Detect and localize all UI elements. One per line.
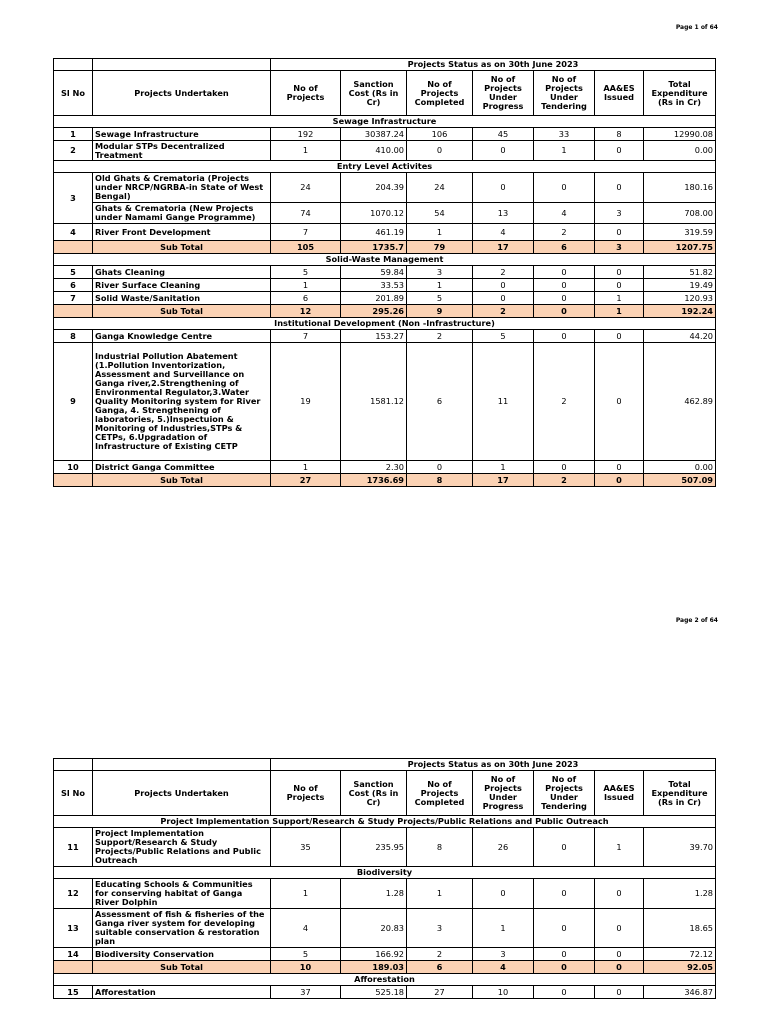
header-no-of-projects: No of Projects (271, 771, 341, 816)
header-completed: No of Projects Completed (407, 771, 473, 816)
header-project: Projects Undertaken (93, 71, 271, 116)
header-sanction-cost: Sanction Cost (Rs in Cr) (341, 71, 407, 116)
section-header: Biodiversity (54, 867, 716, 879)
table-title: Projects Status as on 30th June 2023 (271, 759, 716, 771)
header-row (54, 771, 716, 816)
table-row: 6 River Surface Cleaning 1 33.53 1 0 0 0 19.49 (54, 279, 716, 292)
header-under-progress: No of Projects Under Progress (473, 71, 534, 116)
page-number: Page 2 of 64 (675, 617, 718, 624)
header-completed: No of Projects Completed (407, 71, 473, 116)
table-row: 3 Old Ghats & Crematoria (Projects under NRCP/NGRBA-in State of West Bengal) 24 204.39 24 0 0 0 180.16 (54, 173, 716, 203)
table-row: 4 River Front Development 7 461.19 1 4 2 0 319.59 (54, 224, 716, 241)
header-row (54, 71, 716, 116)
table-row: 2 Modular STPs Decentralized Treatment 1 410.00 0 0 1 0 0.00 (54, 141, 716, 161)
subtotal-row: Sub Total 10 189.03 6 4 0 0 92.05 (54, 961, 716, 974)
header-total-expenditure: Total Expenditure (Rs in Cr) (644, 771, 716, 816)
section-header: Project Implementation Support/Research & Study Projects/Public Relations and Public Outreach (54, 816, 716, 828)
section-header: Afforestation (54, 974, 716, 986)
section-header: Entry Level Activites (54, 161, 716, 173)
subtotal-row: Sub Total 27 1736.69 8 17 2 0 507.09 (54, 474, 716, 487)
header-under-tendering: No of Projects Under Tendering (534, 771, 595, 816)
section-header: Institutional Development (Non -Infrastructure) (54, 318, 716, 330)
section-header: Solid-Waste Management (54, 254, 716, 266)
table-title-row (54, 59, 716, 71)
table-row: 9 Industrial Pollution Abatement (1.Pollution Inventorization, Assessment and Surveillance on Ganga river,2.Strengthening of Environmental Regulator,3.Water Quality Monitoring system for River Ganga, 4. Strengthening of laboratories, 5.)Inspectuion & Monitoring of Industries,STPs & CETPs, 6.Upgradation of Infrastructure of Existing CETP 19 1581.12 6 11 2 0 462.89 (54, 343, 716, 461)
table-row: 13 Assessment of fish & fisheries of the Ganga river system for developing suitable conservation & restoration plan 4 20.83 3 1 0 0 18.65 (54, 909, 716, 948)
header-under-tendering: No of Projects Under Tendering (534, 71, 595, 116)
projects-status-table (53, 58, 716, 487)
table-row: 10 District Ganga Committee 1 2.30 0 1 0 0 0.00 (54, 461, 716, 474)
header-project: Projects Undertaken (93, 771, 271, 816)
table-row: 7 Solid Waste/Sanitation 6 201.89 5 0 0 1 120.93 (54, 292, 716, 305)
header-sanction-cost: Sanction Cost (Rs in Cr) (341, 771, 407, 816)
header-aaes-issued: AA&ES Issued (595, 771, 644, 816)
header-under-progress: No of Projects Under Progress (473, 771, 534, 816)
header-no-of-projects: No of Projects (271, 71, 341, 116)
subtotal-row: Sub Total 105 1735.7 79 17 6 3 1207.75 (54, 241, 716, 254)
subtotal-row: Sub Total 12 295.26 9 2 0 1 192.24 (54, 305, 716, 318)
header-sl-no: Sl No (54, 771, 93, 816)
table-title: Projects Status as on 30th June 2023 (271, 59, 716, 71)
header-aaes-issued: AA&ES Issued (595, 71, 644, 116)
sl-no-merged: 3 (54, 173, 93, 224)
section-header: Sewage Infrastructure (54, 116, 716, 128)
header-sl-no: Sl No (54, 71, 93, 116)
table-row: 15 Afforestation 37 525.18 27 10 0 0 346.87 (54, 986, 716, 999)
table-row: 5 Ghats Cleaning 5 59.84 3 2 0 0 51.82 (54, 266, 716, 279)
table-row: 12 Educating Schools & Communities for conserving habitat of Ganga River Dolphin 1 1.28 1 0 0 0 1.28 (54, 879, 716, 909)
table-row: 11 Project Implementation Support/Research & Study Projects/Public Relations and Public Outreach 35 235.95 8 26 0 1 39.70 (54, 828, 716, 867)
table-title-row (54, 759, 716, 771)
table-row: 14 Biodiversity Conservation 5 166.92 2 3 0 0 72.12 (54, 948, 716, 961)
projects-status-table (53, 758, 716, 999)
table-row: Ghats & Crematoria (New Projects under Namami Gange Programme) 74 1070.12 54 13 4 3 708.00 (54, 203, 716, 224)
table-row: 8 Ganga Knowledge Centre 7 153.27 2 5 0 0 44.20 (54, 330, 716, 343)
table-row: 1 Sewage Infrastructure 192 30387.24 106 45 33 8 12990.08 (54, 128, 716, 141)
header-total-expenditure: Total Expenditure (Rs in Cr) (644, 71, 716, 116)
page-number: Page 1 of 64 (675, 24, 718, 31)
